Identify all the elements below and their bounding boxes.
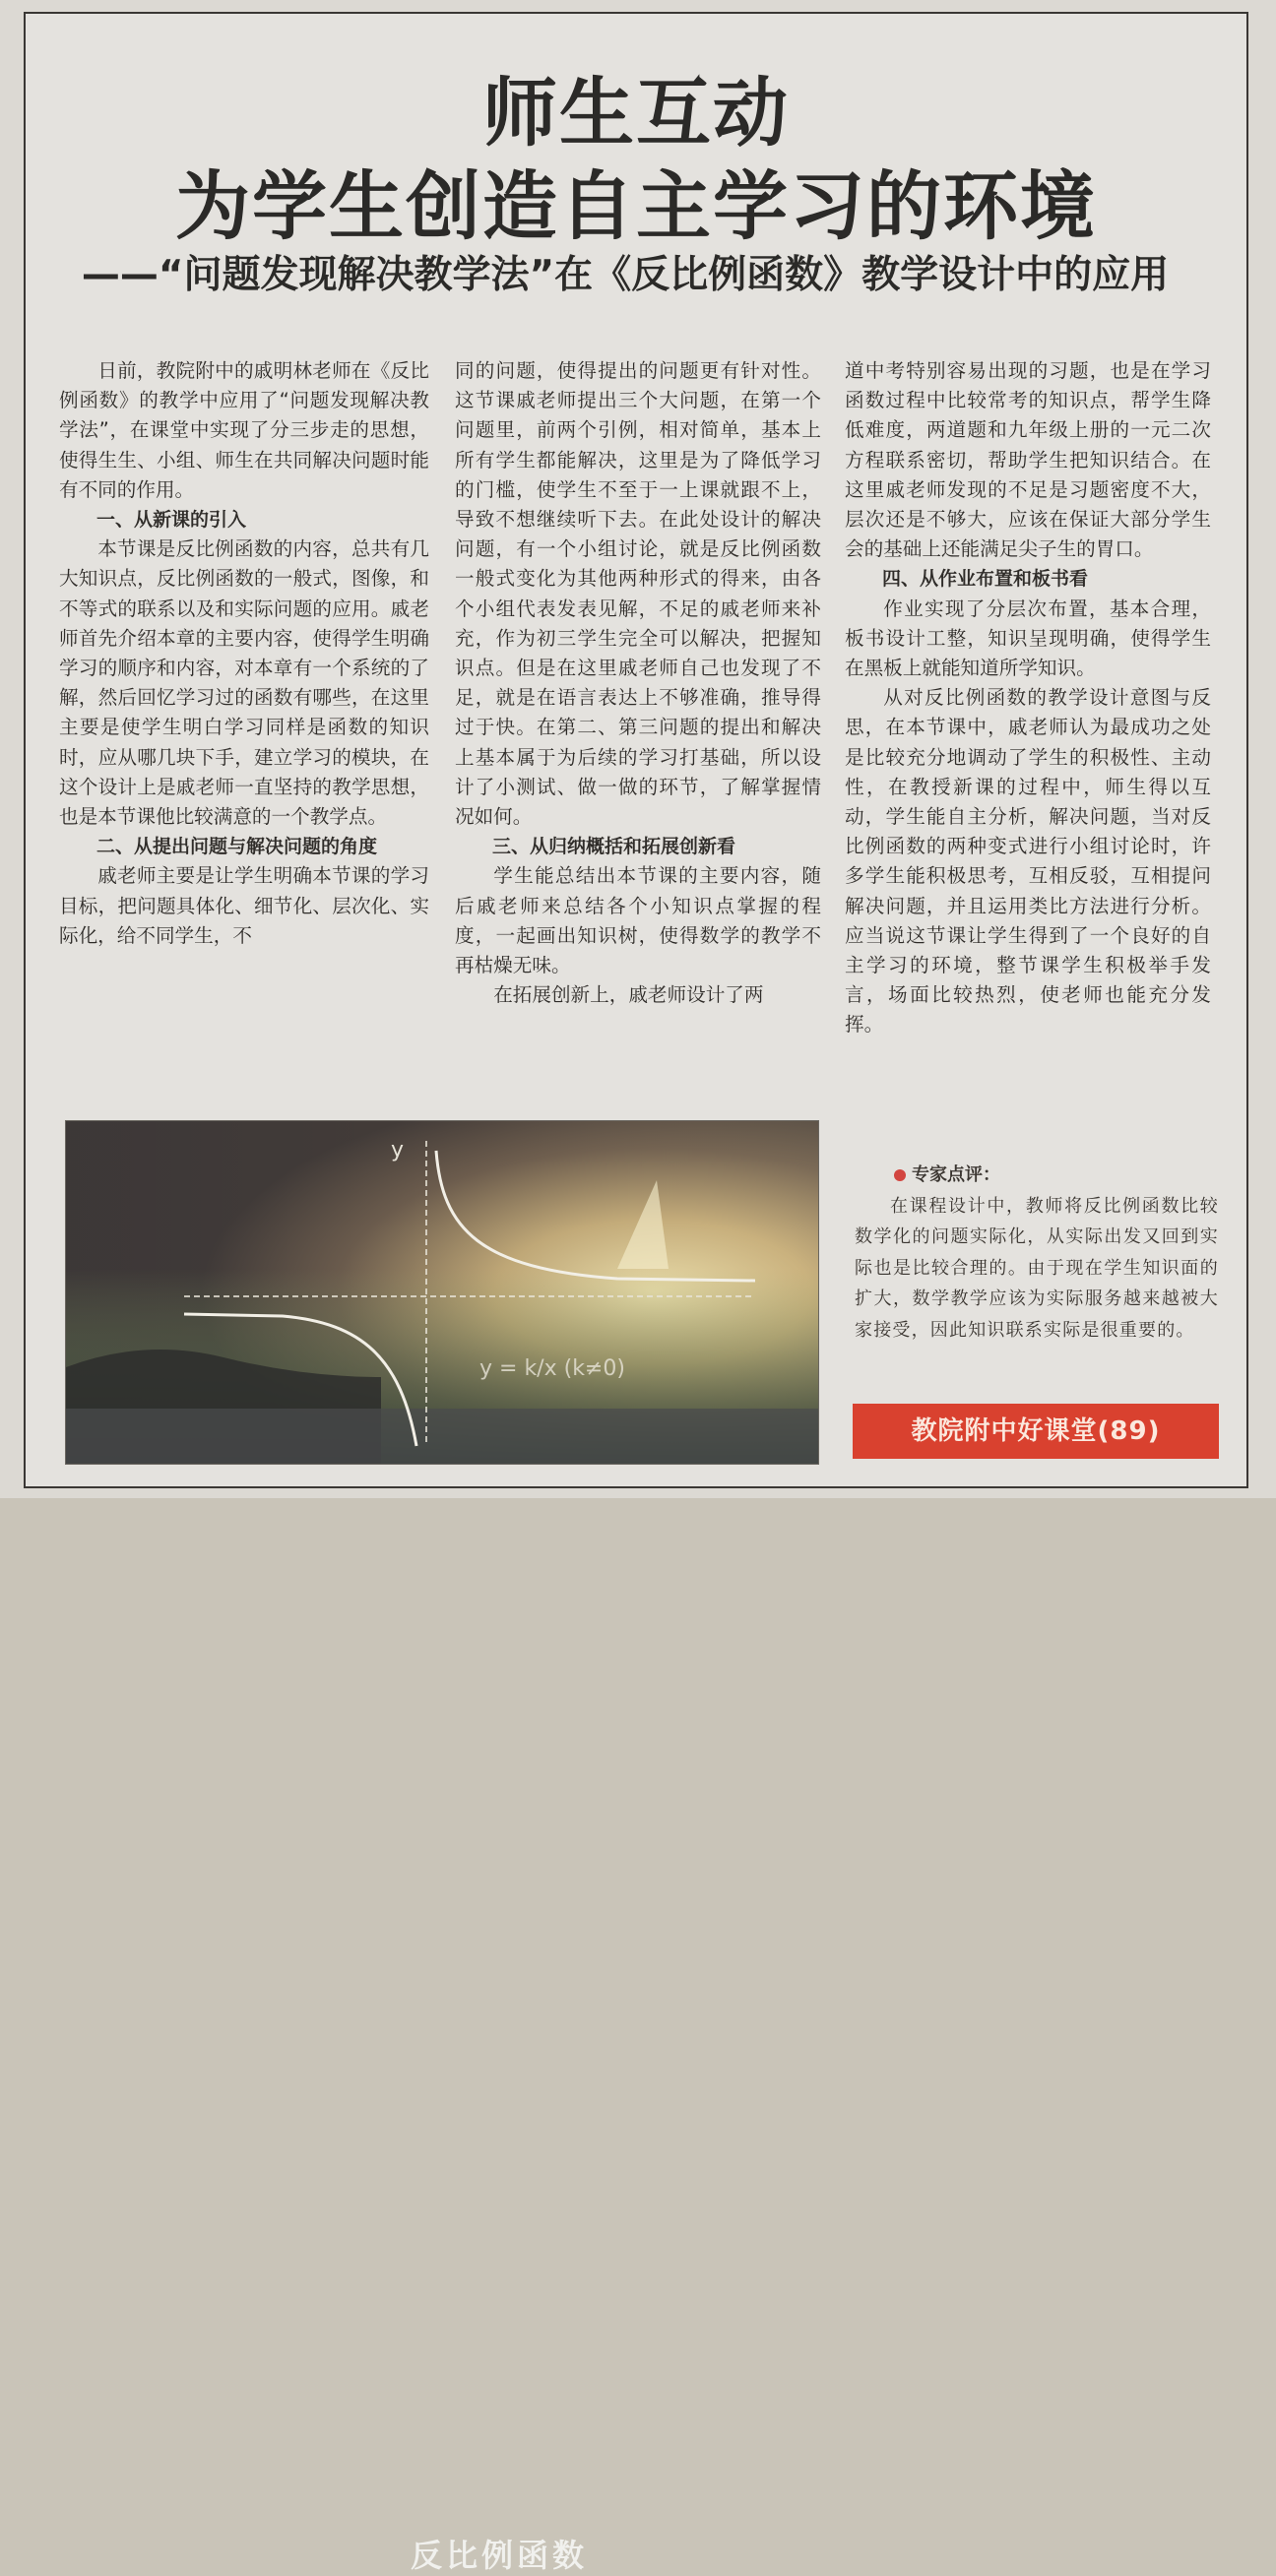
expert-comment bbox=[855, 1160, 1219, 1346]
paragraph: 戚老师主要是让学生明确本节课的学习目标，把问题具体化、细节化、层次化、实际化，给不同学生，不 bbox=[59, 864, 429, 947]
paragraph: 学生能总结出本节课的主要内容，随后戚老师来总结各个小知识点掌握的程度，一起画出知识树，使得数学的教学不再枯燥无味。 bbox=[455, 864, 821, 977]
photo-graphic bbox=[66, 1121, 818, 1464]
bullet-dot-icon bbox=[894, 1169, 906, 1181]
paragraph: 从对反比例函数的教学设计意图与反思，在本节课中，戚老师认为最成功之处是比较充分地调动了学生的积极性、主动性，在教授新课的过程中，师生得以互动，学生能自主分析，解决问题，当对反比例函数的两种变式进行小组讨论时，许多学生能积极思考，互相反驳，互相提问解决问题，并且运用类比方法进行分析。应当说这节课让学生得到了一个良好的自主学习的环境，整节课学生积极举手发言，场面比较热烈，使老师也能充分发挥。 bbox=[845, 686, 1211, 1037]
article-photo bbox=[65, 1120, 819, 2574]
paragraph: 道中考特别容易出现的习题，也是在学习函数过程中比较常考的知识点，帮学生降低难度，两道题和九年级上册的一元二次方程联系密切，帮助学生把知识结合。在这里戚老师发现的不足是习题密度不大，层次还是不够大，应该在保证大部分学生会的基础上还能满足尖子生的胃口。 bbox=[845, 359, 1211, 561]
paragraph: 在拓展创新上，戚老师设计了两 bbox=[493, 983, 764, 1007]
series-banner: 教院附中好课堂(89) bbox=[853, 1404, 1219, 1459]
article-column-2 bbox=[455, 356, 821, 1010]
headline-line-1: 师生互动 bbox=[482, 69, 790, 157]
photo-formula: y = k/x (k≠0) bbox=[479, 1356, 625, 1381]
paragraph: 同的问题，使得提出的问题更有针对性。这节课戚老师提出三个大问题，在第一个问题里，前两个引例，相对简单，基本上所有学生都能解决，这里是为了降低学习的门槛，使学生不至于一上课就跟不上，导致不想继续听下去。在此处设计的解决问题，有一个小组讨论，就是反比例函数一般式变化为其他两种形式的得来，由各个小组代表发表见解，不足的戚老师来补充，作为初三学生完全可以解决，把握知识点。但是在这里戚老师自己也发现了不足，就是在语言表达上不够准确，推导得过于快。在第二、第三问题的提出和解决上基本属于为后续的学习打基础，所以设计了小测试、做一做的环节，了解掌握情况如何。 bbox=[455, 359, 821, 829]
article-column-3 bbox=[845, 356, 1211, 1040]
article-column-1 bbox=[59, 356, 429, 951]
section-heading: 四、从作业布置和板书看 bbox=[882, 568, 1089, 591]
paragraph: 本节课是反比例函数的内容，总共有几大知识点，反比例函数的一般式，图像，和不等式的联系以及和实际问题的应用。戚老师首先介绍本章的主要内容，使得学生明确学习的顺序和内容，对本章有一个系统的了解，然后回忆学习过的函数有哪些，在这里主要是使学生明白学习同样是函数的知识时，应从哪几块下手，建立学习的模块，在这个设计上是戚老师一直坚持的教学思想，也是本节课他比较满意的一个教学点。 bbox=[59, 537, 429, 829]
paragraph: 日前，教院附中的戚明林老师在《反比例函数》的教学中应用了“问题发现解决教学法”，在课堂中实现了分三步走的思想，使得生生、小组、师生在共同解决问题时能有不同的作用。 bbox=[59, 359, 429, 501]
photo-axis-y: y bbox=[391, 1138, 405, 1162]
photo-caption: 反比例函数 bbox=[411, 2537, 589, 2574]
headline-line-2: 为学生创造自主学习的环境 bbox=[175, 162, 1097, 250]
article-subtitle: ——“问题发现解决教学法”在《反比例函数》教学设计中的应用 bbox=[81, 253, 1170, 297]
expert-text: 在课程设计中，教师将反比例函数比较数学化的问题实际化，从实际出发又回到实际也是比较合理的。由于现在学生知识面的扩大，数学教学应该为实际服务越来越被大家接受，因此知识联系实际是很重要的。 bbox=[855, 1195, 1219, 1341]
section-heading: 一、从新课的引入 bbox=[96, 509, 247, 532]
section-heading: 二、从提出问题与解决问题的角度 bbox=[96, 836, 378, 858]
expert-label: 专家点评： bbox=[912, 1164, 1000, 1185]
paragraph: 作业实现了分层次布置，基本合理，板书设计工整，知识呈现明确，使得学生在黑板上就能知道所学知识。 bbox=[845, 597, 1211, 680]
section-heading: 三、从归纳概括和拓展创新看 bbox=[492, 836, 736, 858]
